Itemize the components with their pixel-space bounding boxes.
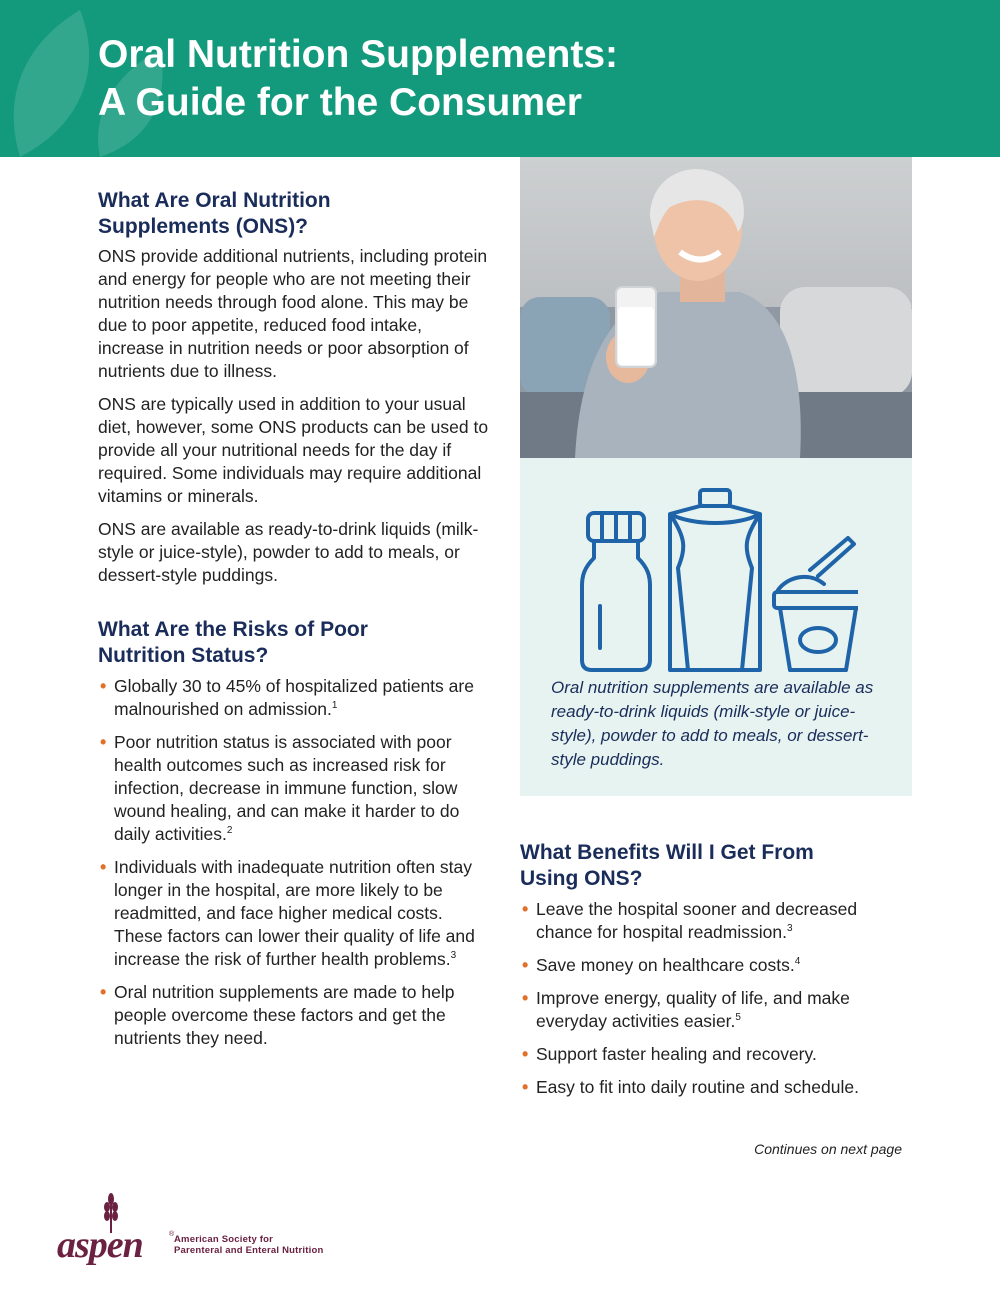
photo-illustration [520,157,912,458]
benefits-section [520,840,912,1109]
list-item: • Leave the hospital sooner and decreased chance for hospital readmission.$^3$ [522,899,858,942]
header-banner [0,0,1000,157]
carton-icon [670,490,760,670]
what-are-paragraph-2: ONS are typically used in addition to your usual diet, however, some ONS products can be used to provide all your nutritional needs for the day if required. Some individuals may require additional vitamins or minerals. [98,394,489,506]
list-item: • Save money on healthcare costs.$^4$ [522,955,801,975]
title-line-2: A Guide for the Consumer [98,81,582,124]
benefits-heading: What Benefits Will I Get From Using ONS? [520,841,814,890]
pudding-cup-icon [774,538,858,670]
ons-icons [578,488,858,678]
list-item: • Globally 30 to 45% of hospitalized patients are malnourished on admission.$^1$ [100,676,474,719]
illustration-caption: Oral nutrition supplements are available as ready-to-drink liquids (milk-style or juice-style), powder to add to meals, or dessert-style puddings. [551,678,874,769]
title-line-1: Oral Nutrition Supplements: [98,33,619,76]
bottle-icon [582,513,650,670]
aspen-logo [57,1193,357,1266]
ons-illustration-box [520,458,912,796]
what-are-paragraph-1: ONS provide additional nutrients, including protein and energy for people who are not meeting their nutrition needs through food alone. This may be due to poor appetite, reduced food intake, increase in nutrition needs or poor absorption of nutrients due to illness. [98,246,488,381]
continues-note: Continues on next page [754,1141,902,1157]
woman-drinking-photo [520,157,912,458]
logo-wordmark: aspen [57,1224,143,1266]
risks-heading: What Are the Risks of Poor Nutrition Status? [98,618,368,667]
list-item: • Improve energy, quality of life, and make everyday activities easier.$^5$ [522,988,850,1031]
what-are-paragraph-3: ONS are available as ready-to-drink liquids (milk-style or juice-style), powder to add to meals, or dessert-style puddings. [98,519,479,585]
logo-org-name: American Society for Parenteral and Enteral Nutrition [174,1234,324,1256]
list-item: • Oral nutrition supplements are made to help people overcome these factors and get the nutrients they need. [100,982,455,1048]
benefits-list [520,898,912,1099]
list-item: • Poor nutrition status is associated with poor health outcomes such as increased risk for infection, decrease in immune function, slow wound healing, and can make it harder to do daily activities.$^2$ [100,732,460,844]
what-are-ons-heading: What Are Oral Nutrition Supplements (ONS)? [98,189,331,238]
registered-mark: ® [169,1231,175,1238]
page-title [98,31,618,127]
list-item: • Support faster healing and recovery. [522,1044,817,1064]
list-item: • Individuals with inadequate nutrition often stay longer in the hospital, are more likely to be readmitted, and face higher medical costs. These factors can lower their quality of life and increase the risk of further health problems.$^3$ [100,857,475,969]
list-item: • Easy to fit into daily routine and schedule. [522,1077,859,1097]
left-column [98,188,490,1060]
risks-list [98,675,490,1050]
